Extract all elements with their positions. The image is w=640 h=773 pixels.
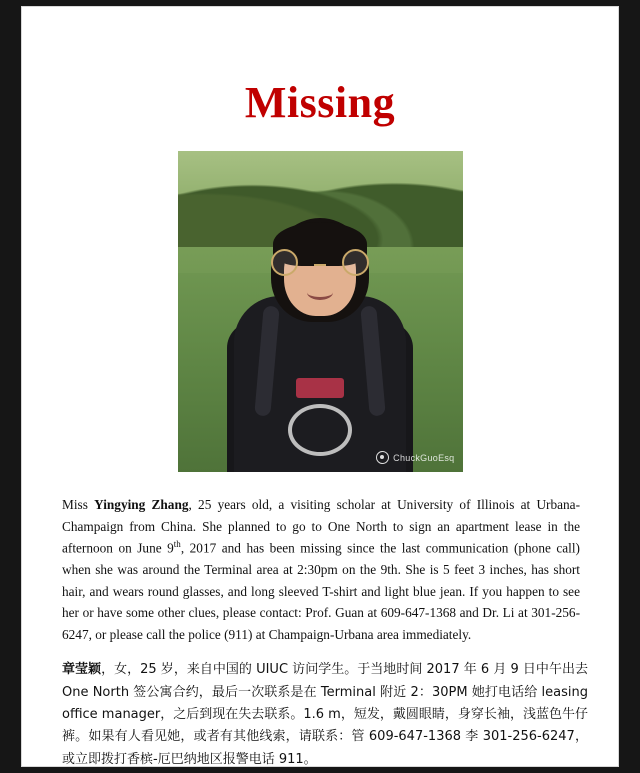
photo-glasses-bridge [314, 264, 326, 266]
chinese-body-text: ，女，25 岁，来自中国的 UIUC 访问学生。于当地时间 2017 年 6 月 9 日中午出去 One North 签公寓合约，最后一次联系是在 Terminal 附近 2：30PM 她打电话给 leasing office manager，之后到现在失去联系。1.6 m，短发，戴圆眼睛，身穿长袖，浅蓝色牛仔裤。如果有人看见她，或者有其他线索，请联系：管 609-647-1368 李 301-256-6247，或立即拨打香槟-厄巴纳地区报警电话 911。 [62, 662, 588, 766]
missing-person-photo [178, 151, 463, 472]
english-description [62, 494, 580, 645]
english-line-2: , 2017 and has been missing since the last communication (phone call) when she was around the Terminal area at 2:30pm on the 9th. She is 5 feet 3 inches, has short hair, and wears round glasses, and long sleeved T-shirt and light blue jean. If you happen to see her or have some other clues, please contact: Prof. Guan at 609-647-1368 and Dr. Li at 301-256-6247, or please call the police (911) at Champaign-Urbana area immediately. [62, 540, 580, 642]
photo-shirt-ring-graphic [288, 404, 352, 456]
date-ordinal: th [173, 539, 181, 550]
photo-glasses-left-lens [271, 249, 298, 276]
missing-person-name-chinese: 章莹颖 [62, 662, 102, 678]
photo-glasses-right-lens [342, 249, 369, 276]
chinese-description [62, 659, 588, 766]
photo-person-figure [225, 232, 415, 472]
missing-person-name: Yingying Zhang [94, 497, 189, 512]
watermark-label: ChuckGuoEsq [393, 452, 455, 463]
photo-shirt-graphic [296, 378, 344, 398]
page-title: Missing [244, 78, 396, 127]
photo-smile [307, 285, 333, 300]
missing-person-poster [22, 7, 618, 766]
photo-watermark [376, 451, 454, 464]
watermark-badge-icon [376, 451, 389, 464]
english-line-1: , 25 years old, a visiting scholar at University of Illinois at Urbana-Champaign from China. She planned to go to One North to sign an apartment lease in the afternoon on June 9 [62, 497, 581, 556]
english-prefix: Miss [62, 497, 95, 512]
